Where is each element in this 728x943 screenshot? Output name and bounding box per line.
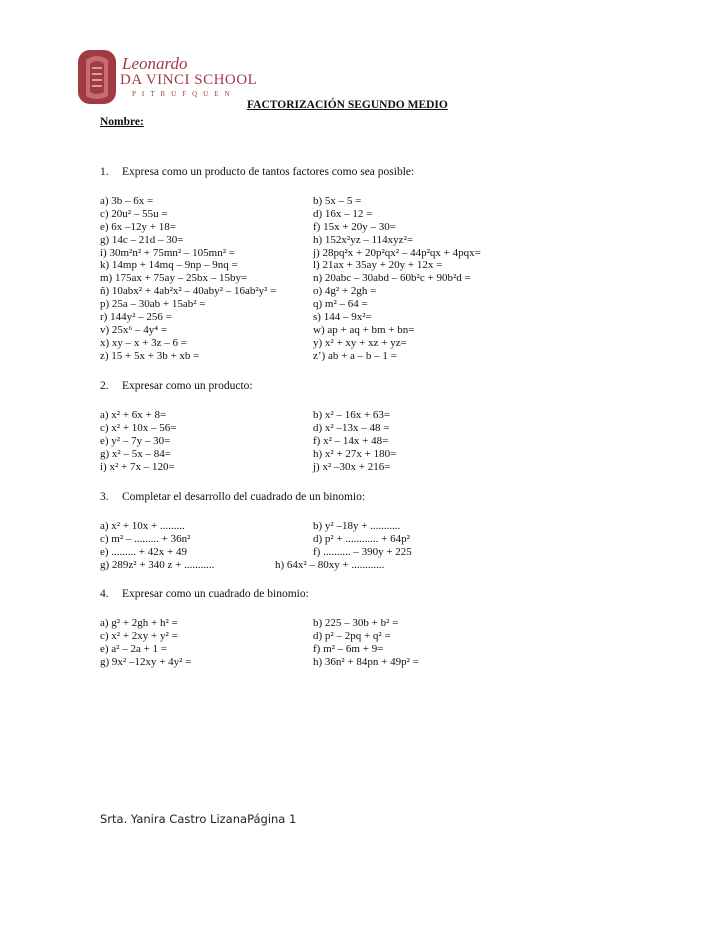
exercise-left: m) 175ax + 75ay – 25bx – 15by= [100,272,248,285]
exercise-left: e) 6x –12y + 18= [100,220,176,233]
logo-emblem-icon [76,48,118,106]
exercise-left: i) x² + 7x – 120= [100,460,175,473]
exercise-right: s) 144 – 9x²= [313,311,372,324]
exercise-left: e) a² – 2a + 1 = [100,642,168,655]
exercise-row [100,350,700,363]
exercise-row [100,195,700,208]
section-number: 1. [100,166,109,178]
section-heading-text: Completar el desarrollo del cuadrado de un binomio: [122,491,366,503]
section-heading-text: Expresar como un cuadrado de binomio: [122,588,309,600]
exercise-right: d) 16x – 12 = [313,207,373,220]
section-heading [100,585,700,603]
exercise-right: h) x² + 27x + 180= [313,447,397,460]
exercise-right: f) 15x + 20y – 30= [313,220,396,233]
exercise-left: a) g² + 2gh + h² = [100,617,178,629]
exercise-left: x) xy – x + 3z – 6 = [100,336,187,349]
section-2 [100,377,700,473]
exercise-left: k) 14mp + 14mq – 9np – 9nq = [100,259,238,272]
exercise-right: f) m² – 6m + 9= [313,642,384,655]
exercise-right: d) x² –13x – 48 = [313,421,390,434]
exercise-left: p) 25a – 30ab + 15ab² = [100,298,206,311]
exercise-row [100,337,700,350]
exercise-row [100,409,700,422]
exercise-left: a) 3b – 6x = [100,195,154,207]
exercise-right: b) 5x – 5 = [313,195,362,207]
section-number: 4. [100,588,109,600]
exercise-right: b) x² – 16x + 63= [313,409,391,421]
exercise-left: v) 25x⁶ – 4y⁴ = [100,323,168,336]
exercise-left: g) 289z² + 340 z + ........... [100,558,215,571]
section-4 [100,585,700,669]
exercise-row [100,520,700,533]
section-number: 3. [100,491,109,503]
logo-script-text: Leonardo [122,54,188,73]
section-1 [100,163,700,363]
exercise-right: n) 20abc – 30abd – 60b²c + 90b²d = [313,272,471,285]
exercise-right: h) 64x² – 80xy + ............ [275,558,385,571]
exercise-row [100,221,700,234]
exercise-right: h) 36n² + 84pn + 49p² = [313,655,419,668]
exercise-right: o) 4g² + 2gh = [313,285,377,298]
exercise-row [100,656,700,669]
exercise-row [100,208,700,221]
exercise-left: a) x² + 10x + ......... [100,520,185,532]
exercise-right: j) x² –30x + 216= [313,460,391,473]
exercise-right: j) 28pq²x + 20p²qx² – 44p²qx + 4pqx= [313,246,481,259]
exercise-left: g) x² – 5x – 84= [100,447,171,460]
section-heading-text: Expresar como un producto: [122,380,253,392]
logo-place-text: PITRUFQUEN [132,90,236,98]
section-heading-text: Expresa como un producto de tantos factores como sea posible: [122,166,415,178]
exercise-right: f) x² – 14x + 48= [313,434,389,447]
exercise-row [100,559,700,572]
exercise-row [100,546,700,559]
exercise-left: c) m² – ......... + 36n² [100,532,191,545]
exercise-row [100,617,700,630]
exercise-right: d) p² + ............ + 64p² [313,532,410,545]
exercise-left: a) x² + 6x + 8= [100,409,167,421]
exercise-left: c) 20u² – 55u = [100,207,168,220]
exercise-right: h) 152x²yz – 114xyz²= [313,233,414,246]
exercise-row [100,324,700,337]
exercise-left: c) x² + 10x – 56= [100,421,177,434]
exercise-row [100,422,700,435]
exercise-row [100,298,700,311]
exercise-left: ñ) 10abx² + 4ab²x² – 40aby² – 16ab²y² = [100,285,277,298]
exercise-row [100,448,700,461]
section-3 [100,488,700,572]
exercise-row [100,311,700,324]
exercise-row [100,285,700,298]
document-title: FACTORIZACIÓN SEGUNDO MEDIO [247,99,448,111]
exercise-right: y) x² + xy + xz + yz= [313,336,407,349]
exercise-row [100,234,700,247]
exercise-right: f) .......... – 390y + 225 [313,545,412,558]
exercise-row [100,435,700,448]
exercise-right: l) 21ax + 35ay + 20y + 12x = [313,259,443,272]
exercise-row [100,533,700,546]
exercise-right: z’) ab + a – b – 1 = [313,349,397,362]
name-label: Nombre: [100,116,144,128]
exercise-left: e) y² – 7y – 30= [100,434,171,447]
exercise-left: r) 144y² – 256 = [100,311,172,324]
exercise-right: w) ap + aq + bm + bn= [313,323,415,336]
exercise-left: g) 9x² –12xy + 4y² = [100,655,192,668]
page-footer: Srta. Yanira Castro LizanaPágina 1 [100,812,297,826]
exercise-right: b) y² –18y + ........... [313,520,401,532]
section-heading [100,163,700,181]
exercise-left: z) 15 + 5x + 3b + xb = [100,349,200,362]
section-heading [100,488,700,506]
exercise-row [100,272,700,285]
exercise-row [100,630,700,643]
exercise-right: d) p² – 2pq + q² = [313,629,391,642]
school-logo [76,48,258,106]
exercise-row [100,643,700,656]
exercise-left: g) 14c – 21d – 30= [100,233,184,246]
exercise-row [100,259,700,272]
exercise-row [100,461,700,474]
exercise-row [100,247,700,260]
exercise-left: c) x² + 2xy + y² = [100,629,178,642]
section-number: 2. [100,380,109,392]
exercise-left: e) ......... + 42x + 49 [100,545,187,558]
exercise-left: i) 30m²n² + 75mn² – 105mn² = [100,246,235,259]
exercise-right: q) m² – 64 = [313,298,368,311]
section-heading [100,377,700,395]
exercise-right: b) 225 – 30b + b² = [313,617,399,629]
logo-school-text: DA VINCI SCHOOL [120,72,258,88]
